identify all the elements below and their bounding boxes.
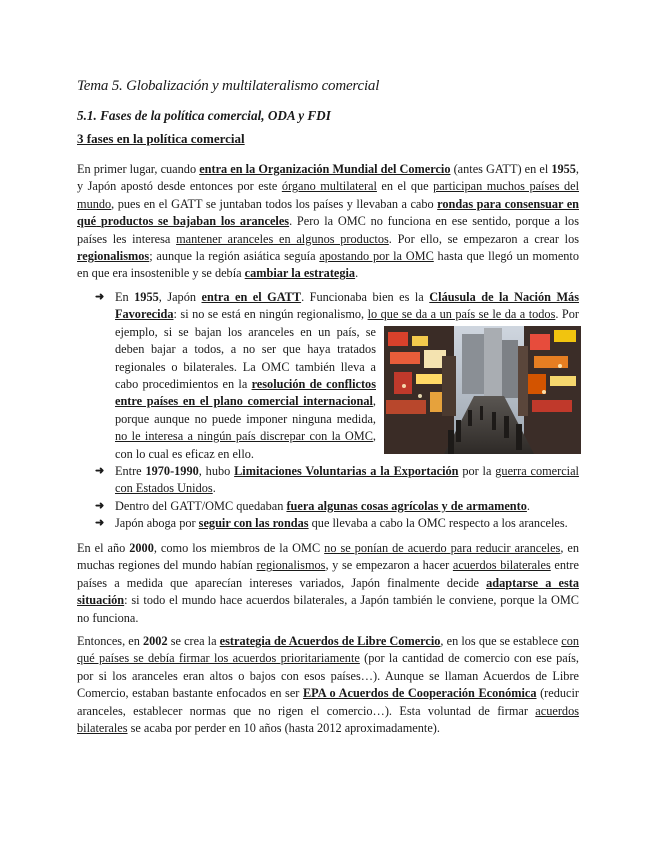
text-run: en el que <box>376 179 434 194</box>
text-run: En el año <box>77 541 130 555</box>
text-run: mantener aranceles en algunos productos <box>176 231 389 246</box>
bullet-item-gatt-omc <box>95 498 579 515</box>
text-run: 1970-1990 <box>145 464 199 479</box>
text-run: lo que se da a un país se le da a todos <box>367 307 556 322</box>
text-run: regionalismos <box>256 558 326 573</box>
arrow-bullet-icon: ➜ <box>95 291 105 303</box>
text-run: : si todo el mundo hace acuerdos bilaterales, a Japón también le conviene, porque la OMC no funciona. <box>77 593 579 625</box>
text-run: . <box>526 498 530 513</box>
arrow-bullet-icon: ➜ <box>95 465 105 478</box>
text-run: que llevaba a cabo la OMC respecto a los aranceles. <box>308 516 568 531</box>
text-run: no se ponían de acuerdo para reducir aranceles <box>324 541 561 555</box>
text-run: EPA o Acuerdos de Cooperación Económica <box>302 686 537 701</box>
text-run: . <box>212 481 216 496</box>
paragraph-intro <box>77 161 579 283</box>
text-run: . Por ello, se empezaron a crear los <box>388 231 580 246</box>
bullet-item-1955 <box>95 289 579 463</box>
text-run: entra en el GATT <box>201 290 302 304</box>
text-run: (reducir aranceles, establecer normas que no rigen el comercio…). Esta voluntad de firmar <box>77 686 580 718</box>
text-run: : si no se está en ningún regionalismo, <box>173 307 368 322</box>
text-run: apostando por la OMC <box>319 249 434 264</box>
section-heading: 5.1. Fases de la política comercial, ODA y FDI <box>77 108 331 123</box>
text-run: acuerdos bilaterales <box>452 558 551 573</box>
text-run: , hubo <box>198 464 235 479</box>
text-run: . Pero la OMC no funciona en ese sentido, porque a los países les interesa <box>77 214 579 246</box>
text-run: ; aunque la región asiática seguía <box>149 249 320 264</box>
text-run: , y se empezaron a hacer <box>325 558 453 573</box>
text-run: órgano multilateral <box>281 179 377 194</box>
text-run: Cláusula de la Nación Más Favorecida <box>115 290 579 322</box>
text-run: 2002 <box>143 634 168 648</box>
text-run: participan muchos países del mundo <box>77 179 580 211</box>
text-run: rondas para consensuar en qué <box>77 196 579 229</box>
text-run: En primer lugar, cuando <box>77 162 200 176</box>
text-run: resolución de conflictos entre países en el plano comercial internacional <box>115 377 376 409</box>
text-run: , como los miembros de la OMC <box>153 541 325 555</box>
text-run: 2000 <box>129 541 154 555</box>
text-run: En <box>115 290 135 304</box>
text-run: 1955 <box>551 162 576 176</box>
text-run: entra en la Organización Mundial del Comercio <box>199 162 451 176</box>
paragraph-2002 <box>77 633 579 737</box>
bullet-list <box>95 289 579 533</box>
page-title: Tema 5. Globalización y multilateralismo comercial <box>77 78 380 94</box>
paragraph-2000 <box>77 540 579 627</box>
text-run: , porque aunque no puede imponer ninguna medida, <box>115 394 376 426</box>
text-run: adaptarse a esta situación <box>77 575 579 608</box>
street-photo-graphic <box>384 326 581 454</box>
text-run: Dentro del GATT/OMC quedaban <box>115 498 287 513</box>
subheading: 3 fases en la política comercial <box>77 131 245 146</box>
text-run: seguir con las rondas <box>198 516 309 531</box>
text-run: 1955 <box>134 290 159 304</box>
text-run: hasta que llegó un momento en que era insostenible y se debía <box>77 249 579 281</box>
text-run: guerra comercial con Estados Unidos <box>115 464 579 496</box>
text-run: acuerdos bilaterales <box>77 703 579 736</box>
text-run: Limitaciones Voluntarias a la Exportación <box>234 464 459 479</box>
text-run: no le interesa a ningún país discrepar con la OMC <box>115 429 373 444</box>
text-run: Japón aboga por <box>115 516 199 531</box>
text-run: fuera algunas cosas agrícolas y de armamento <box>286 498 527 513</box>
text-run: (por la cantidad de comercio con ese país, por si los aranceles eran altos o bajos con esos países…). Aunque se llaman Acuerdos de Libre Comercio, estaban bastante enfocados en ser <box>77 651 579 701</box>
text-run: (antes GATT) en el <box>450 162 552 176</box>
arrow-bullet-icon: ➜ <box>95 517 105 530</box>
bullet-item-rondas <box>95 515 579 532</box>
text-run: por la <box>458 464 496 479</box>
text-run: se acaba por perder en 10 años (hasta 2012 aproximadamente). <box>127 721 440 736</box>
text-run: cambiar la estrategia <box>244 266 356 281</box>
text-run: , pues en el GATT se juntaban todos los países y llevaban a cabo <box>111 196 438 211</box>
text-run: Entonces, en <box>77 634 143 648</box>
bullet-item-1970-1990 <box>95 463 579 498</box>
text-run: , en los que se establece <box>440 634 562 648</box>
text-run: estrategia de Acuerdos de Libre Comercio <box>219 634 441 648</box>
text-run: . Por ejemplo, si se bajan los aranceles en un país, se deben bajar a todos, a no ser que haya tratados regionales o bilaterales. La OMC también lleva a cabo procedimientos en la <box>115 307 579 392</box>
text-run: Entre <box>115 464 146 479</box>
text-run: , en muchas regiones del mundo habían <box>77 541 579 573</box>
text-run: entre países a medida que aparecían intereses variados, Japón finalmente decide <box>77 558 579 590</box>
text-run: , y Japón apostó desde entonces por este <box>77 162 579 194</box>
text-run: , con lo cual es eficaz en ello. <box>115 429 376 461</box>
text-run: , Japón <box>158 290 202 304</box>
street-photo <box>384 326 581 454</box>
text-run: regionalismos <box>77 249 150 264</box>
text-run: con qué países se debía firmar los acuerdos prioritariamente <box>77 634 579 666</box>
text-run: productos se bajaban los aranceles <box>100 214 290 229</box>
arrow-bullet-icon: ➜ <box>95 499 105 512</box>
text-run: . <box>355 266 359 281</box>
text-run: se crea la <box>167 634 220 648</box>
text-run: . Funcionaba bien es la <box>301 290 430 304</box>
